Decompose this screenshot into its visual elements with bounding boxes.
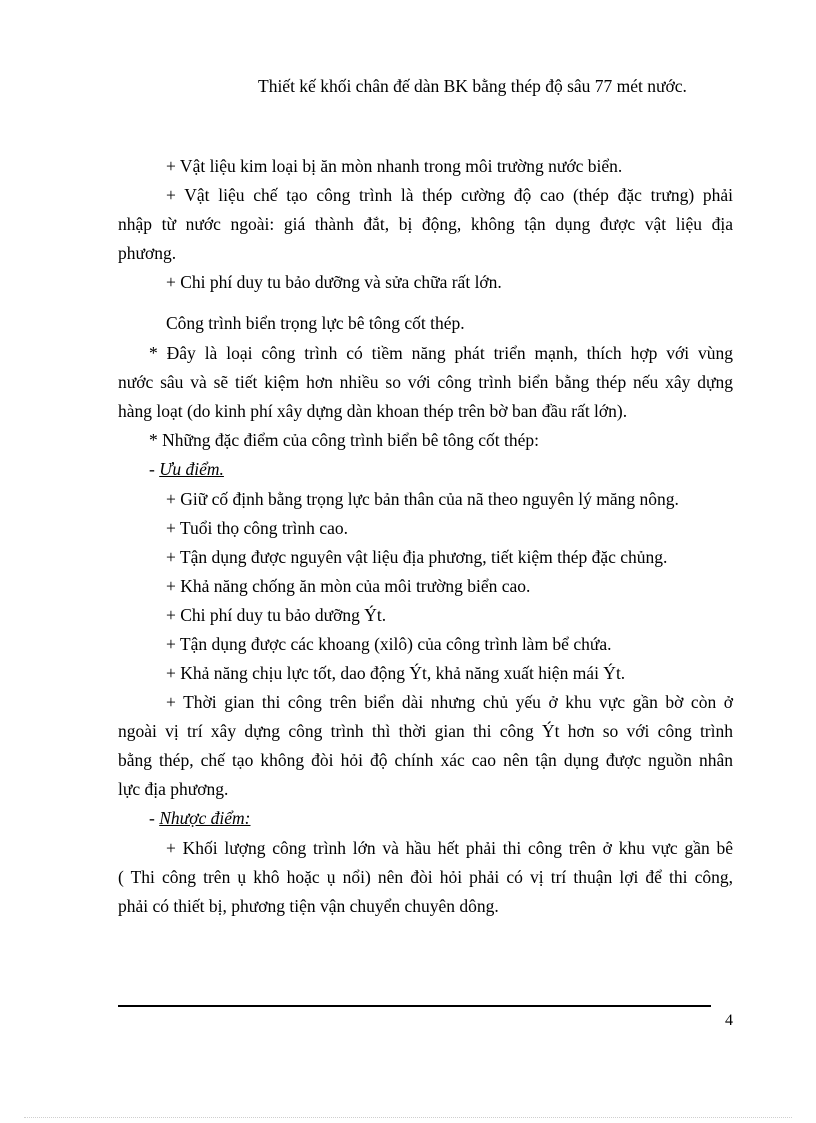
running-header: Thiết kế khối chân đế dàn BK bằng thép độ sâu 77 mét nước.: [258, 76, 687, 96]
paragraph-line: ( Thi công trên ụ khô hoặc ụ nổi) nên đòi hỏi phải có vị trí thuận lợi để thi công,: [118, 867, 733, 887]
list-item: + Thời gian thi công trên biển dài nhưng chủ yếu ở khu vực gần bờ còn ở: [166, 692, 733, 712]
subheading-advantages: [149, 457, 224, 481]
list-item: + Khả năng chống ăn mòn của môi trường biển cao.: [166, 576, 531, 596]
disadvantages-heading: Nhược điểm:: [159, 808, 251, 828]
paragraph-line: nước sâu và sẽ tiết kiệm hơn nhiều so với công trình biển bằng thép nếu xây dựng: [118, 372, 733, 392]
section-heading: Công trình biển trọng lực bê tông cốt thép.: [166, 313, 465, 333]
paragraph-line: bằng thép, chế tạo không đòi hỏi độ chính xác cao nên tận dụng được nguồn nhân: [118, 750, 733, 770]
paragraph-line: + Vật liệu chế tạo công trình là thép cường độ cao (thép đặc trưng) phải: [166, 185, 733, 205]
paragraph-line: hàng loạt (do kinh phí xây dựng dàn khoan thép trên bờ ban đầu rất lớn).: [118, 401, 628, 421]
page-bottom-edge: [24, 1117, 792, 1118]
paragraph-line: * Những đặc điểm của công trình biển bê tông cốt thép:: [149, 430, 540, 450]
page-number: 4: [725, 1012, 733, 1029]
paragraph-line: + Chi phí duy tu bảo dưỡng và sửa chữa rất lớn.: [166, 272, 502, 292]
list-item: + Tận dụng được nguyên vật liệu địa phương, tiết kiệm thép đặc chủng.: [166, 547, 668, 567]
list-item: + Tận dụng được các khoang (xilô) của công trình làm bể chứa.: [166, 634, 612, 654]
list-item: + Khả năng chịu lực tốt, dao động Ýt, khả năng xuất hiện mái Ýt.: [166, 663, 626, 683]
paragraph-line: ngoài vị trí xây dựng công trình thì thời gian thi công Ýt hơn so với công trình: [118, 721, 733, 741]
list-item: + Tuổi thọ công trình cao.: [166, 518, 348, 538]
dash-marker: -: [149, 459, 160, 479]
advantages-heading: Ưu điểm.: [159, 459, 224, 479]
paragraph-line: lực địa phương.: [118, 779, 229, 799]
list-item: + Khối lượng công trình lớn và hầu hết phải thi công trên ở khu vực gần bê: [166, 838, 733, 858]
paragraph-line: * Đây là loại công trình có tiềm năng phát triển mạnh, thích hợp với vùng: [149, 343, 733, 363]
subheading-disadvantages: [149, 806, 251, 830]
dash-marker: -: [149, 808, 160, 828]
paragraph-line: + Vật liệu kim loại bị ăn mòn nhanh trong môi trường nước biển.: [166, 156, 623, 176]
list-item: + Chi phí duy tu bảo dưỡng Ýt.: [166, 605, 387, 625]
footer-rule: [118, 1005, 711, 1007]
paragraph-line: nhập từ nước ngoài: giá thành đắt, bị động, không tận dụng được vật liệu địa: [118, 214, 733, 234]
paragraph-line: phải có thiết bị, phương tiện vận chuyển chuyên dông.: [118, 896, 499, 916]
list-item: + Giữ cố định bằng trọng lực bản thân của nã theo nguyên lý măng nông.: [166, 489, 679, 509]
paragraph-line: phương.: [118, 243, 177, 263]
